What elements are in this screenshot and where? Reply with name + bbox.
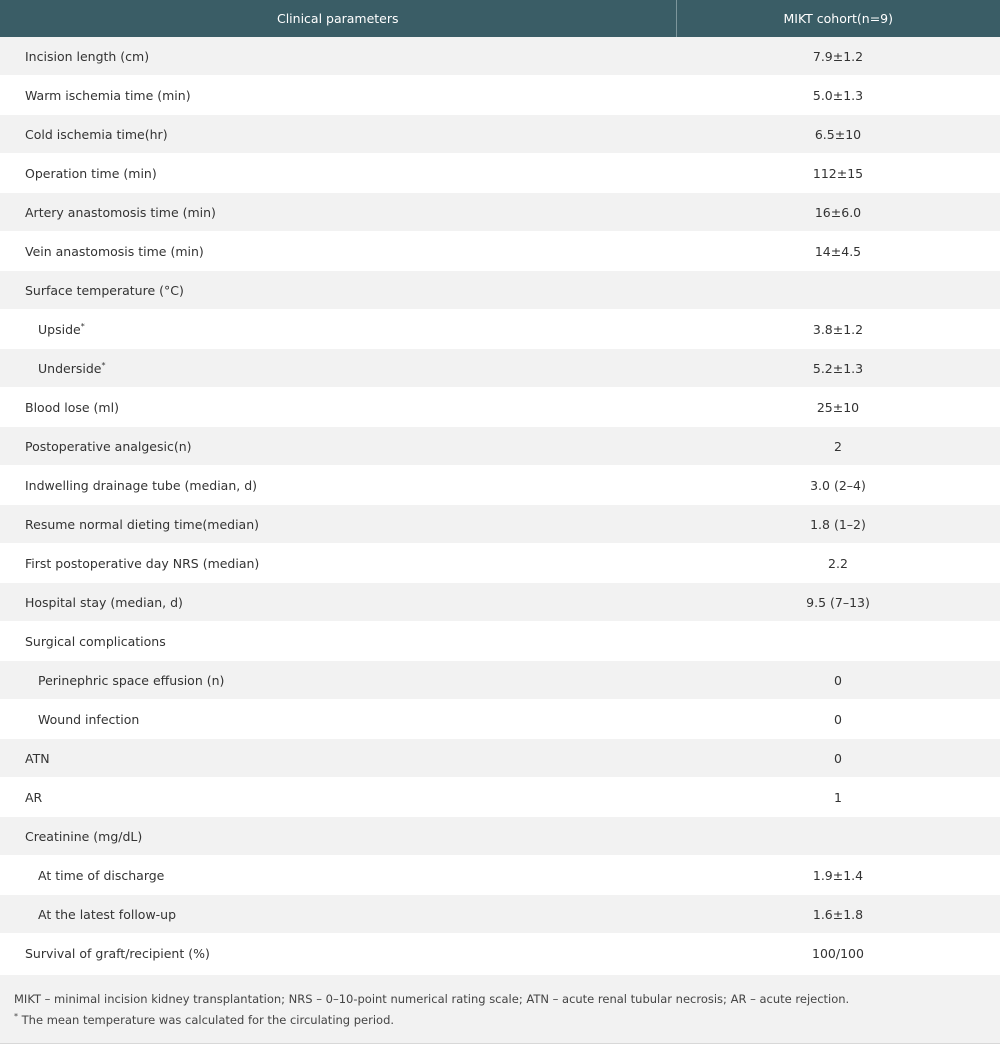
table-row (0, 778, 1000, 817)
parameter-label: At time of discharge (38, 867, 165, 883)
parameter-cell (0, 154, 676, 193)
table-row (0, 934, 1000, 973)
cohort-value-cell: 0 (676, 661, 1000, 700)
cohort-value-cell (676, 271, 1000, 310)
cohort-value-cell: 5.0±1.3 (676, 76, 1000, 115)
parameter-cell (0, 193, 676, 232)
cohort-value-cell: 2 (676, 427, 1000, 466)
parameter-label: Resume normal dieting time(median) (25, 516, 260, 532)
header-mikt-cohort: MIKT cohort(n=9) (676, 0, 1000, 37)
parameter-label: Postoperative analgesic(n) (25, 438, 192, 454)
table-row (0, 856, 1000, 895)
table-row (0, 544, 1000, 583)
parameter-label: First postoperative day NRS (median) (25, 555, 260, 571)
parameter-cell (0, 232, 676, 271)
parameter-cell (0, 37, 676, 76)
footnote-marker: * (101, 360, 106, 370)
cohort-value-cell (676, 622, 1000, 661)
table-row (0, 583, 1000, 622)
cohort-value-cell: 1.8 (1–2) (676, 505, 1000, 544)
cohort-value-cell: 3.8±1.2 (676, 310, 1000, 349)
table-footnotes (0, 975, 1000, 1044)
table-row (0, 37, 1000, 76)
parameter-cell (0, 583, 676, 622)
cohort-value-cell: 2.2 (676, 544, 1000, 583)
cohort-value-cell: 1.6±1.8 (676, 895, 1000, 934)
table-row (0, 739, 1000, 778)
table-row (0, 76, 1000, 115)
cohort-value-cell: 1.9±1.4 (676, 856, 1000, 895)
parameter-label: Blood lose (ml) (25, 399, 119, 415)
parameter-label: AR (25, 789, 43, 805)
cohort-value-cell: 25±10 (676, 388, 1000, 427)
table-row (0, 115, 1000, 154)
parameter-label: Creatinine (mg/dL) (25, 828, 143, 844)
cohort-value-cell: 14±4.5 (676, 232, 1000, 271)
parameter-label: Surgical complications (25, 633, 166, 649)
cohort-value-cell: 100/100 (676, 934, 1000, 973)
parameter-cell (0, 271, 676, 310)
parameter-cell (0, 466, 676, 505)
footnote-text: The mean temperature was calculated for the circulating period. (18, 1012, 395, 1027)
table-row (0, 349, 1000, 388)
cohort-value-cell: 5.2±1.3 (676, 349, 1000, 388)
parameter-cell (0, 388, 676, 427)
parameter-label: Warm ischemia time (min) (25, 87, 191, 103)
parameter-label: Underside (38, 360, 102, 376)
table-row (0, 232, 1000, 271)
cohort-value-cell: 7.9±1.2 (676, 37, 1000, 76)
parameter-label: ATN (25, 750, 50, 766)
abbreviations-note: MIKT – minimal incision kidney transplantation; NRS – 0–10-point numerical rating scale; ATN – acute renal tubular necrosis; AR – acute rejection. (14, 992, 850, 1006)
cohort-value-cell: 0 (676, 739, 1000, 778)
parameter-label: Wound infection (38, 711, 140, 727)
parameter-cell (0, 700, 676, 739)
parameter-label: At the latest follow-up (38, 906, 177, 922)
cohort-value-cell: 112±15 (676, 154, 1000, 193)
parameter-label: Cold ischemia time(hr) (25, 126, 168, 142)
table-row (0, 427, 1000, 466)
parameter-cell (0, 427, 676, 466)
header-clinical-parameters: Clinical parameters (0, 0, 676, 37)
table-row (0, 193, 1000, 232)
parameter-cell (0, 310, 676, 349)
cohort-value-cell (676, 817, 1000, 856)
table-row (0, 271, 1000, 310)
parameter-label: Survival of graft/recipient (%) (25, 945, 210, 961)
table-row (0, 388, 1000, 427)
parameter-cell (0, 76, 676, 115)
parameter-cell (0, 778, 676, 817)
table-header-row (0, 0, 1000, 37)
parameter-cell (0, 895, 676, 934)
parameter-cell (0, 817, 676, 856)
parameter-label: Operation time (min) (25, 165, 157, 181)
parameter-cell (0, 349, 676, 388)
temperature-note (14, 1008, 986, 1029)
table-row (0, 700, 1000, 739)
parameter-label: Perinephric space effusion (n) (38, 672, 225, 688)
parameter-label: Vein anastomosis time (min) (25, 243, 204, 259)
parameter-cell (0, 856, 676, 895)
parameter-cell (0, 661, 676, 700)
footnote-marker: * (80, 321, 85, 331)
table-body (0, 37, 1000, 973)
table-row (0, 622, 1000, 661)
table-row (0, 505, 1000, 544)
parameter-label: Artery anastomosis time (min) (25, 204, 216, 220)
table-row (0, 895, 1000, 934)
table-row (0, 466, 1000, 505)
cohort-value-cell: 6.5±10 (676, 115, 1000, 154)
footnote-mark: * (14, 1012, 18, 1021)
parameter-cell (0, 115, 676, 154)
parameter-cell (0, 622, 676, 661)
parameter-cell (0, 544, 676, 583)
parameter-label: Upside (38, 321, 81, 337)
table-row (0, 154, 1000, 193)
parameter-cell (0, 934, 676, 973)
table-row (0, 310, 1000, 349)
cohort-value-cell: 3.0 (2–4) (676, 466, 1000, 505)
parameter-label: Surface temperature (°C) (25, 282, 184, 298)
table-row (0, 661, 1000, 700)
parameter-label: Incision length (cm) (25, 48, 150, 64)
parameter-cell (0, 739, 676, 778)
parameter-label: Hospital stay (median, d) (25, 594, 183, 610)
table-row (0, 817, 1000, 856)
cohort-value-cell: 16±6.0 (676, 193, 1000, 232)
cohort-value-cell: 1 (676, 778, 1000, 817)
parameter-label: Indwelling drainage tube (median, d) (25, 477, 258, 493)
cohort-value-cell: 9.5 (7–13) (676, 583, 1000, 622)
parameter-cell (0, 505, 676, 544)
cohort-value-cell: 0 (676, 700, 1000, 739)
